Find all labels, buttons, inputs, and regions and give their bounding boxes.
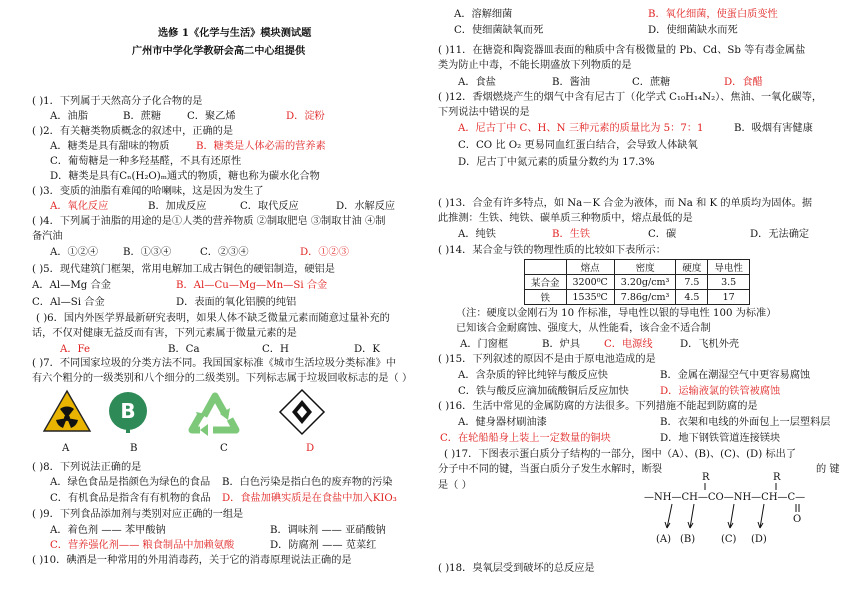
text-q10a: A．溶解细菌 <box>454 9 513 20</box>
text-q10d: D．使细菌缺水而死 <box>648 25 738 36</box>
text-q10b: B．氧化细菌，使蛋白质变性 <box>648 9 778 20</box>
text-q14q: 已知该合金耐腐蚀、强度大，从性能看，该合金不适合制 <box>456 323 711 334</box>
bond-label-d: (D) <box>751 534 767 545</box>
text-q15D: D．运输液氯的铁管被腐蚀 <box>660 386 781 397</box>
text-q11: ( )11．在搪瓷和陶瓷器皿表面的釉质中含有极微量的 Pb、Cd、Sb 等有毒金属盐 <box>438 45 806 56</box>
text-q16B: B．衣架和电线的外面包上一层塑料层 <box>660 417 831 428</box>
bond-label-c: (C) <box>721 534 737 545</box>
text-q12D: D．尼古丁中氮元素的质量分数约为 17.3% <box>458 157 655 168</box>
text-q8a: A．绿色食品是指颜色为绿色的食品 <box>50 477 211 488</box>
table-row <box>525 260 750 275</box>
table-cell: 铁 <box>525 290 567 305</box>
text-q9c: C．营养强化剂—— 粮食制品中加赖氨酸 <box>50 540 235 551</box>
text-q11b: 类为防止中毒，不能长期盛放下列物质的是 <box>438 60 632 71</box>
text-q14: ( )14．某合金与铁的物理性质的比较如下表所示： <box>438 245 666 256</box>
text-q13B: B．生铁 <box>552 229 591 240</box>
text-q16A: A．健身器材刷油漆 <box>458 417 547 428</box>
table-cell: 熔点 <box>566 260 614 275</box>
text-q6C: C．H <box>262 344 289 355</box>
text-q14n: （注：硬度以金刚石为 10 作标准，导电性以银的导电性 100 为标准） <box>456 308 777 319</box>
text-q6B: B．Ca <box>168 344 200 355</box>
text-q8: ( )8．下列说法正确的是 <box>32 462 142 473</box>
text-q13D: D．无法确定 <box>750 229 810 240</box>
text-q2a: A．糖类是具有甜味的物质 <box>50 141 170 152</box>
text-q17d: 是（ ） <box>438 480 472 491</box>
table-cell: 导电性 <box>708 260 750 275</box>
text-q12: ( )12．香烟燃烧产生的烟气中含有尼古丁（化学式 C₁₀H₁₄N₂）、焦油、一氧化碳等， <box>438 92 823 103</box>
chain-r2: R <box>773 472 781 483</box>
text-q9b: B．调味剂 —— 亚硝酸钠 <box>270 525 386 536</box>
protein-structure-diagram <box>642 468 842 550</box>
text-q2: ( )2．有关糖类物质概念的叙述中，正确的是 <box>32 126 234 137</box>
text-q7: ( )7．不同国家垃圾的分类方法不同。我国国家标准《城市生活垃圾分类标准》中 <box>32 358 397 369</box>
table-cell: 某合金 <box>525 275 567 290</box>
text-q14A: A．门窗框 <box>460 339 509 350</box>
table-cell: 硬度 <box>676 260 708 275</box>
text-q17: ( )17．下图表示蛋白质分子结构的一部分，图中（A）、(B)、(C)、(D) 标出了 <box>444 449 797 460</box>
exam-subtitle: 广州市中学化学教研会高二中心组提供 <box>132 45 306 57</box>
text-q15A: A．含杂质的锌比纯锌与酸反应快 <box>458 370 608 381</box>
text-q6b: 话，不仅对健康无益反而有害，下列元素属于微量元素的是 <box>32 328 297 339</box>
text-q2c: C．葡萄糖是一种多羟基醛，不具有还原性 <box>50 156 242 167</box>
text-q4B: B．①③④ <box>123 247 172 258</box>
svg-text:B: B <box>120 399 136 423</box>
text-q1: ( )1．下列属于天然高分子化合物的是 <box>32 96 203 107</box>
text-q12A: A．尼古丁中 C、H、N 三种元素的质量比为 5：7：1 <box>458 123 704 134</box>
bond-label-a: (A) <box>656 534 672 545</box>
table-row <box>525 290 750 305</box>
table-row <box>525 275 750 290</box>
text-q7b: 有六个粗分的一级类别和八个细分的二级类别。下列标志属于垃圾回收标志的是（ ） <box>32 373 413 384</box>
text-q4: ( )4．下列属于油脂的用途的是①人类的营养物质 ②制取肥皂 ③制取甘油 ④制 <box>32 216 386 227</box>
text-q5b: B．Al—Cu—Mg—Mn—Si 合金 <box>176 280 328 291</box>
text-q15B: B．金属在潮湿空气中更容易腐蚀 <box>660 370 811 381</box>
text-q16C: C．在轮船船身上装上一定数量的铜块 <box>440 433 611 444</box>
symbol-label-a: A <box>62 443 70 454</box>
text-q12C: C．CO 比 O₂ 更易同血红蛋白结合，会导致人体缺氧 <box>458 140 698 151</box>
text-q3a: A．氧化反应 <box>50 201 109 212</box>
text-q5a: A．Al—Mg 合金 <box>32 280 111 291</box>
text-q1c: C．聚乙烯 <box>187 111 236 122</box>
text-q8c: C．有机食品是指含有有机物的食品 <box>50 493 211 504</box>
text-q16: ( )16．生活中常见的金属防腐的方法很多。下列措施不能起到防腐的是 <box>438 401 758 412</box>
text-q17c: 的 键 <box>816 464 840 475</box>
chain-oxygen: O <box>793 514 802 525</box>
text-q11B: B．酱油 <box>552 77 591 88</box>
text-q15: ( )15．下列叙述的原因不是由于原电池造成的是 <box>438 354 656 365</box>
text-q5d: D．表面的氧化铝膜的纯铝 <box>176 297 297 308</box>
text-q6D: D．K <box>354 344 380 355</box>
text-q10c: C．使细菌缺氧而死 <box>454 25 544 36</box>
text-q11C: C．蔗糖 <box>632 77 671 88</box>
text-q9d: D．防腐剂 —— 苋菜红 <box>270 540 377 551</box>
text-q3c: C．取代反应 <box>240 201 299 212</box>
table-cell: 1535⁰C <box>566 290 614 305</box>
text-q11D: D．食醋 <box>724 77 763 88</box>
table-cell <box>525 260 567 275</box>
text-q12B: B．吸烟有害健康 <box>734 123 813 134</box>
text-q9: ( )9．下列食品添加剂与类别对应正确的一组是 <box>32 509 244 520</box>
table-cell: 7.5 <box>676 275 708 290</box>
text-q15C: C．铁与酸反应滴加硫酸铜后反应加快 <box>458 386 629 397</box>
text-q18: ( )18．臭氧层受到破坏的总反应是 <box>438 563 595 574</box>
text-q3b: B．加成反应 <box>148 201 207 212</box>
text-q13A: A．纯铁 <box>458 229 496 240</box>
text-q1a: A．油脂 <box>50 111 88 122</box>
text-q9a: A．着色剂 —— 苯甲酸钠 <box>50 525 166 536</box>
medical-waste-symbol <box>106 389 150 433</box>
text-q5: ( )5．现代建筑门框架，常用电解加工成古铜色的硬铝制造，硬铝是 <box>32 264 335 275</box>
text-q13: ( )13．合金有许多特点，如 Na－K 合金为液体，而 Na 和 K 的单质均为固体。据 <box>438 198 813 209</box>
table-cell: 4.5 <box>676 290 708 305</box>
text-q14C: C．电源线 <box>604 339 653 350</box>
text-q5c: C．Al—Si 合金 <box>32 297 105 308</box>
table-cell: 17 <box>708 290 750 305</box>
text-q8b: B．白色污染是指白色的废弃物的污染 <box>222 477 393 488</box>
text-q4C: C．②③④ <box>200 247 249 258</box>
text-q14D: D．飞机外壳 <box>680 339 740 350</box>
peptide-chain: —NH—CH—CO—NH—CH—C— <box>644 492 806 503</box>
bond-label-b: (B) <box>680 534 696 545</box>
d-waste-symbol <box>278 388 326 436</box>
symbol-label-c: C <box>220 443 228 454</box>
recycle-symbol <box>186 386 244 438</box>
table-cell: 3.20g/cm³ <box>614 275 676 290</box>
text-q16D: D．地下钢铁管道连接镁块 <box>660 433 781 444</box>
symbol-label-b: B <box>130 443 138 454</box>
text-q11A: A．食盐 <box>458 77 496 88</box>
property-table <box>524 259 750 305</box>
text-q2b: B．糖类是人体必需的营养素 <box>196 141 326 152</box>
exam-title: 选修 1《化学与生活》模块测试题 <box>158 27 312 39</box>
text-q4A: A．①②④ <box>50 247 99 258</box>
text-q4b: 备汽油 <box>32 231 63 242</box>
table-cell: 密度 <box>614 260 676 275</box>
table-cell: 3200⁰C <box>566 275 614 290</box>
text-q12b: 下列说法中错误的是 <box>438 107 530 118</box>
chain-r1: R <box>702 472 710 483</box>
text-q6A: A．Fe <box>60 344 91 355</box>
text-q3d: D．水解反应 <box>336 201 396 212</box>
text-q6: ( )6．国内外医学界最新研究表明，如果人体不缺乏微量元素而随意过量补充的 <box>36 313 390 324</box>
text-q10: ( )10．碘酒是一种常用的外用消毒药，关于它的消毒原理说法正确的是 <box>32 555 352 566</box>
text-q2d: D．糖类是具有Cₙ(H₂O)ₘ通式的物质，糖也称为碳水化合物 <box>50 171 320 182</box>
text-q17b: 分子中不同的键，当蛋白质分子发生水解时，断裂 <box>438 464 663 475</box>
text-q4D: D．①②③ <box>300 247 349 258</box>
table-cell: 7.86g/cm³ <box>614 290 676 305</box>
text-q13C: C．碳 <box>648 229 677 240</box>
text-q3: ( )3．变质的油脂有难闻的哈喇味，这是因为发生了 <box>32 186 264 197</box>
symbol-label-d: D <box>306 443 315 454</box>
text-q8d: D．食盐加碘实质是在食盐中加入KIO₃ <box>222 493 397 504</box>
table-cell: 3.5 <box>708 275 750 290</box>
text-q14B: B．炉具 <box>542 339 581 350</box>
text-q1b: B．蔗糖 <box>123 111 162 122</box>
radiation-symbol <box>42 389 92 433</box>
text-q1d: D．淀粉 <box>286 111 325 122</box>
text-q13b: 此推测：生铁、纯铁、碳单质三种物质中，熔点最低的是 <box>438 213 693 224</box>
